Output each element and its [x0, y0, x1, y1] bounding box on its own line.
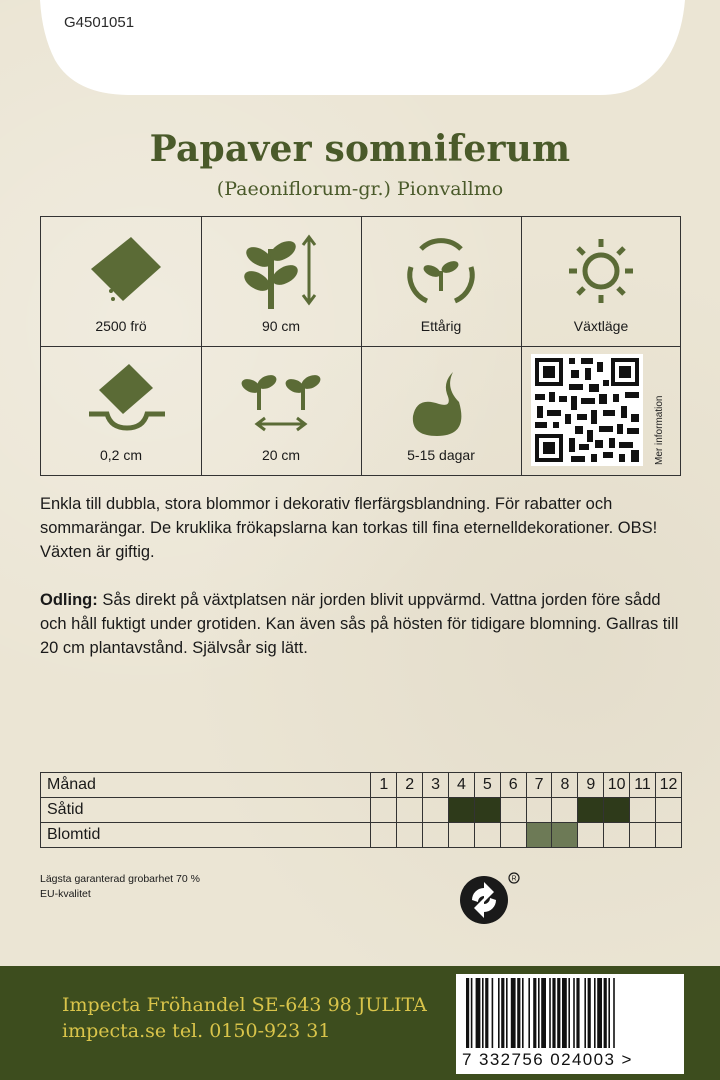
company-contact: impecta.se tel. 0150-923 31 — [62, 1020, 331, 1042]
bloom-month-3 — [423, 823, 449, 848]
bloom-month-7 — [526, 823, 552, 848]
qr-caption: Mer information — [654, 395, 665, 465]
barcode-bar — [604, 978, 607, 1048]
bloom-month-4 — [448, 823, 474, 848]
species-title: Papaver somniferum — [149, 128, 571, 170]
barcode-bar — [549, 978, 551, 1048]
barcode-bar — [552, 978, 555, 1048]
sowing-month-4 — [448, 798, 474, 823]
sowing-month-5 — [474, 798, 500, 823]
sowing-label: Såtid — [41, 798, 371, 823]
barcode-bar — [613, 978, 615, 1048]
germination-seed-icon — [391, 358, 491, 443]
barcode-bar — [538, 978, 540, 1048]
barcode-bar — [517, 978, 520, 1048]
plant-height-icon — [231, 229, 331, 314]
seed-packet-icon — [71, 229, 171, 314]
position-cell — [521, 217, 681, 346]
barcode-bar — [485, 978, 488, 1048]
bloom-month-9 — [578, 823, 604, 848]
cultivation-body: Sås direkt på växtplatsen när jorden blivit uppvärmd. Vattna jorden före sådd och håll fuktigt under grotiden. Kan även sås på hösten för tidigare blomning. Gallras till 20 cm plantavstånd. Självsår sig lätt. — [40, 591, 679, 657]
sowing-month-9 — [578, 798, 604, 823]
germination-guarantee: Lägsta garanterad grobarhet 70 % — [40, 873, 200, 885]
month-7: 7 — [526, 773, 552, 798]
barcode-bar — [568, 978, 570, 1048]
bloom-month-10 — [604, 823, 630, 848]
growing-calendar — [40, 772, 682, 848]
description: Enkla till dubbla, stora blommor i dekorativ flerfärgsblandning. För rabatter och sommarängar. De kruklika frökapslarna kan torkas till fina eternelldekorationer. OBS! Växten är giftig. — [40, 495, 658, 561]
company-address: Impecta Fröhandel SE-643 98 JULITA — [62, 994, 427, 1016]
sowing-month-7 — [526, 798, 552, 823]
barcode-bar — [608, 978, 610, 1048]
barcode-bar — [506, 978, 508, 1048]
seed-count-cell — [41, 217, 201, 346]
sowing-month-2 — [397, 798, 423, 823]
bloom-month-5 — [474, 823, 500, 848]
barcode-bar — [476, 978, 481, 1048]
sowing-month-12 — [655, 798, 681, 823]
barcode-bar — [562, 978, 567, 1048]
variety-subtitle: (Paeoniflorum-gr.) Pionvallmo — [216, 178, 504, 200]
barcode-bar — [498, 978, 500, 1048]
barcode-bar — [584, 978, 586, 1048]
info-grid — [40, 216, 681, 476]
month-1: 1 — [371, 773, 397, 798]
barcode-bar — [573, 978, 575, 1048]
annual-cycle-icon — [391, 229, 491, 314]
seed-count-label: 2500 frö — [95, 318, 147, 334]
sowing-month-6 — [500, 798, 526, 823]
barcode-bar — [533, 978, 536, 1048]
sowing-depth-icon — [71, 358, 171, 443]
month-3: 3 — [423, 773, 449, 798]
barcode-number: 7 332756 024003 > — [462, 1050, 633, 1069]
barcode-bar — [501, 978, 504, 1048]
month-10: 10 — [604, 773, 630, 798]
barcode-bar — [466, 978, 469, 1048]
barcode-bar — [597, 978, 602, 1048]
bloom-label: Blomtid — [41, 823, 371, 848]
month-6: 6 — [500, 773, 526, 798]
barcode-bar — [522, 978, 524, 1048]
lifecycle-cell — [361, 217, 521, 346]
barcode-bar — [588, 978, 591, 1048]
product-code: G4501051 — [64, 14, 135, 31]
plant-spacing-icon — [231, 358, 331, 443]
calendar-header-row — [41, 773, 682, 798]
month-11: 11 — [630, 773, 656, 798]
germination-label: 5-15 dagar — [407, 447, 475, 463]
height-label: 90 cm — [261, 318, 301, 334]
bloom-month-1 — [371, 823, 397, 848]
barcode-bar — [492, 978, 494, 1048]
lifecycle-label: Ettårig — [420, 318, 462, 334]
svg-text:R: R — [511, 875, 517, 883]
sun-icon — [551, 229, 651, 314]
height-cell — [201, 217, 361, 346]
cultivation-text — [40, 588, 690, 660]
barcode-bar — [557, 978, 560, 1048]
position-label: Växtläge — [573, 318, 629, 334]
green-dot-icon — [458, 872, 522, 928]
bloom-month-6 — [500, 823, 526, 848]
month-12: 12 — [655, 773, 681, 798]
calendar-month-label: Månad — [41, 773, 371, 798]
barcode-bar — [541, 978, 546, 1048]
barcode-bar — [594, 978, 596, 1048]
spacing-cell — [201, 346, 361, 475]
month-2: 2 — [397, 773, 423, 798]
calendar-bloom-row — [41, 823, 682, 848]
month-5: 5 — [474, 773, 500, 798]
sowing-month-11 — [630, 798, 656, 823]
cultivation-heading: Odling: — [40, 591, 98, 609]
barcode-bar — [511, 978, 516, 1048]
calendar-sowing-row — [41, 798, 682, 823]
sowing-month-8 — [552, 798, 578, 823]
barcode-bar — [471, 978, 473, 1048]
eu-quality: EU-kvalitet — [40, 888, 91, 900]
sowing-month-10 — [604, 798, 630, 823]
bloom-month-8 — [552, 823, 578, 848]
barcode-bar — [576, 978, 579, 1048]
month-9: 9 — [578, 773, 604, 798]
germination-cell — [361, 346, 521, 475]
sowing-month-1 — [371, 798, 397, 823]
month-8: 8 — [552, 773, 578, 798]
barcode-bar — [482, 978, 484, 1048]
sowing-depth-label: 0,2 cm — [99, 447, 142, 463]
bloom-month-2 — [397, 823, 423, 848]
fine-print — [40, 872, 200, 902]
barcode-bar — [528, 978, 530, 1048]
month-4: 4 — [448, 773, 474, 798]
sowing-month-3 — [423, 798, 449, 823]
qr-code[interactable] — [531, 354, 643, 466]
bloom-month-11 — [630, 823, 656, 848]
sowing-depth-cell — [41, 346, 201, 475]
spacing-label: 20 cm — [261, 447, 301, 463]
bloom-month-12 — [655, 823, 681, 848]
